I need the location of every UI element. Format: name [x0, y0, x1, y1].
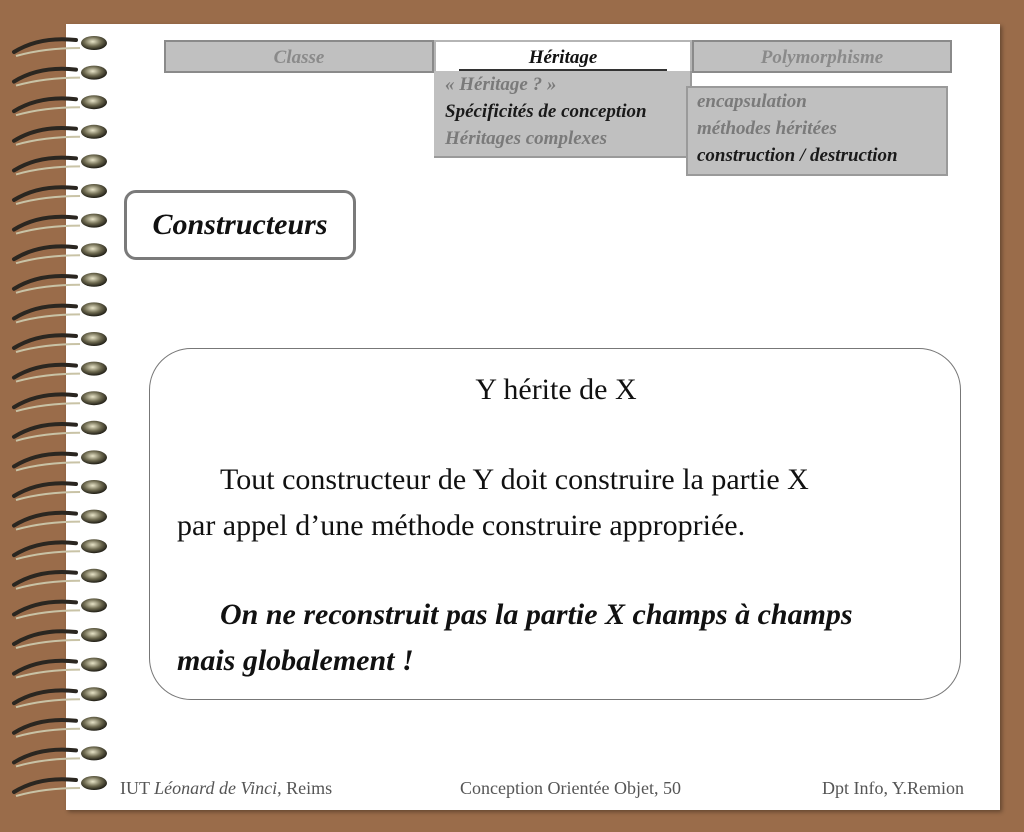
spiral-ring: [14, 125, 107, 145]
spiral-ring: [14, 776, 107, 796]
spiral-ring: [14, 214, 107, 234]
menu-item-construction-destruction[interactable]: construction / destruction: [697, 145, 898, 166]
spiral-ring: [14, 391, 107, 411]
spiral-ring: [14, 184, 107, 204]
footer-right: Dpt Info, Y.Remion: [822, 778, 964, 798]
content-line-heading: Y hérite de X: [475, 373, 637, 406]
menu-item-methodes-heritees[interactable]: méthodes héritées: [697, 118, 837, 139]
spiral-binding: [10, 28, 120, 808]
spiral-ring: [14, 332, 107, 352]
content-line-3: par appel d’une méthode construire appropriée.: [177, 509, 746, 542]
spiral-ring: [14, 302, 107, 322]
tab-polymorphisme[interactable]: Polymorphisme: [692, 40, 952, 73]
spiral-ring: [14, 628, 107, 648]
specificites-submenu: [686, 86, 948, 176]
footer-left: IUT Léonard de Vinci, Reims: [120, 778, 333, 798]
spiral-ring: [14, 598, 107, 618]
menu-item-specificites[interactable]: Spécificités de conception: [445, 101, 647, 122]
spiral-ring: [14, 362, 107, 382]
spiral-ring: [14, 421, 107, 441]
spiral-ring: [14, 66, 107, 86]
content-box: [149, 348, 961, 700]
spiral-ring: [14, 569, 107, 589]
spiral-ring: [14, 480, 107, 500]
spiral-ring: [14, 154, 107, 174]
tab-classe[interactable]: Classe: [164, 40, 434, 73]
spiral-ring: [14, 95, 107, 115]
footer-center: Conception Orientée Objet, 50: [460, 778, 681, 798]
spiral-ring: [14, 658, 107, 678]
tab-heritage-label: Héritage: [459, 47, 668, 71]
spiral-ring: [14, 243, 107, 263]
content-line-4: On ne reconstruit pas la partie X champs à champs: [220, 598, 853, 631]
spiral-ring: [14, 717, 107, 737]
spiral-ring: [14, 746, 107, 766]
heritage-submenu: [434, 71, 692, 158]
spiral-ring: [14, 273, 107, 293]
spiral-ring: [14, 510, 107, 530]
spiral-ring: [14, 36, 107, 56]
spiral-ring: [14, 450, 107, 470]
menu-item-heritage-question[interactable]: « Héritage ? »: [445, 74, 557, 95]
tab-heritage[interactable]: [434, 40, 692, 73]
slide-title: Constructeurs: [124, 190, 356, 260]
menu-item-encapsulation[interactable]: encapsulation: [697, 91, 807, 112]
spiral-ring: [14, 539, 107, 559]
content-line-5: mais globalement !: [177, 644, 414, 677]
spiral-ring: [14, 687, 107, 707]
content-line-2: Tout constructeur de Y doit construire la partie X: [220, 463, 809, 496]
menu-item-heritages-complexes[interactable]: Héritages complexes: [445, 128, 607, 149]
